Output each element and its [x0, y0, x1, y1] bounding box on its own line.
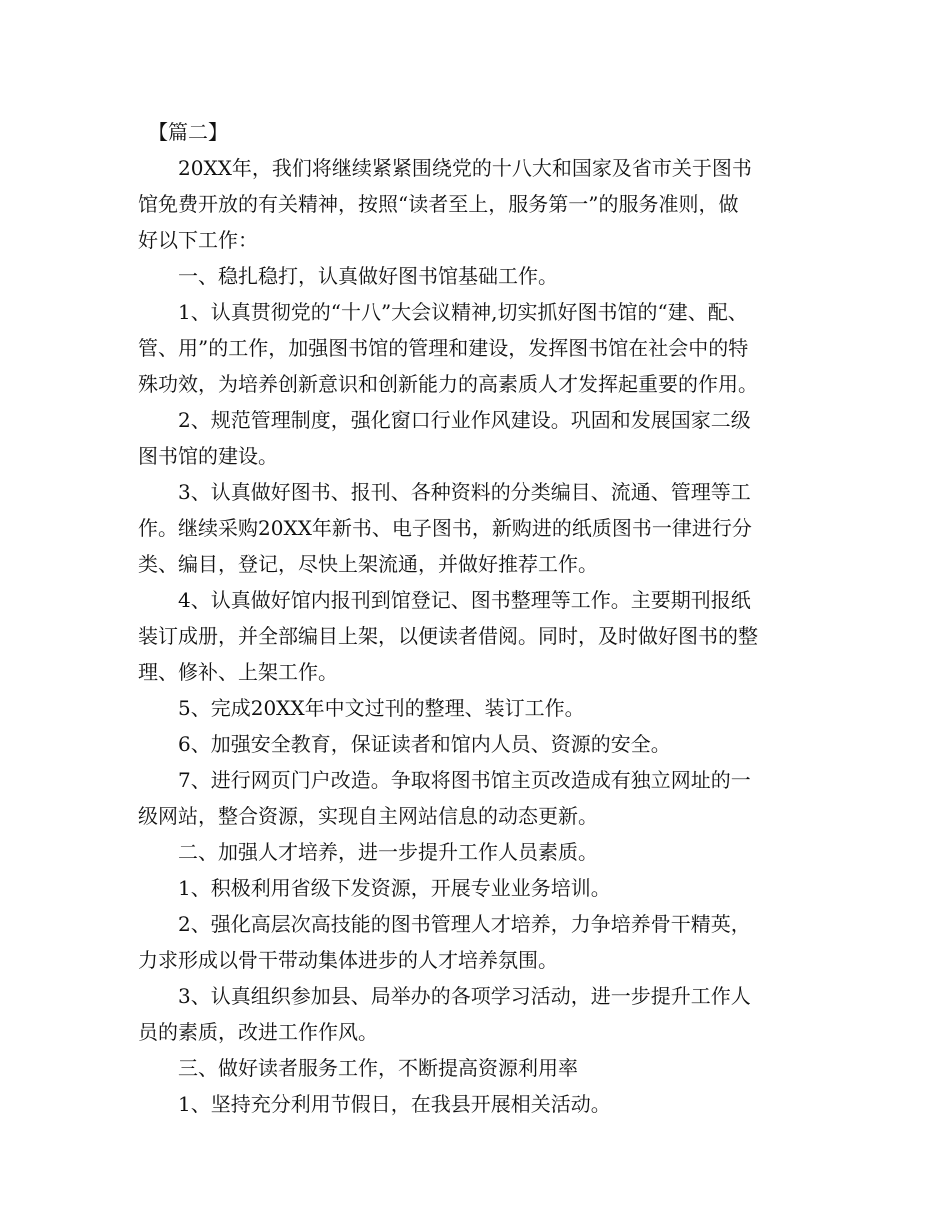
paragraph-line: 管、用”的工作，加强图书馆的管理和建设，发挥图书馆在社会中的特: [138, 336, 749, 360]
paragraph-line: 图书馆的建设。: [138, 444, 278, 468]
paragraph-line: 6、加强安全教育，保证读者和馆内人员、资源的安全。: [138, 732, 671, 756]
paragraph-line: 1、认真贯彻党的“十八”大会议精神,切实抓好图书馆的“建、配、: [138, 300, 748, 324]
paragraph-line: 员的素质，改进工作作风。: [138, 1020, 378, 1044]
paragraph-line: 类、编目，登记，尽快上架流通，并做好推荐工作。: [138, 552, 598, 576]
paragraph-line: 作。继续采购20XX年新书、电子图书，新购进的纸质图书一律进行分: [138, 516, 752, 540]
paragraph-line: 20XX年，我们将继续紧紧围绕党的十八大和国家及省市关于图书: [138, 156, 752, 180]
paragraph-line: 装订成册，并全部编目上架，以便读者借阅。同时，及时做好图书的整: [138, 624, 758, 648]
paragraph-line: 1、坚持充分利用节假日，在我县开展相关活动。: [138, 1092, 611, 1116]
document-body: [138, 114, 828, 1122]
paragraph-line: 力求形成以骨干带动集体进步的人才培养氛围。: [138, 948, 558, 972]
paragraph-line: 级网站，整合资源，实现自主网站信息的动态更新。: [138, 804, 598, 828]
paragraph-line: 馆免费开放的有关精神，按照“读者至上，服务第一”的服务准则，做: [138, 192, 739, 216]
paragraph-line: 2、强化高层次高技能的图书管理人才培养，力争培养骨干精英，: [138, 912, 751, 936]
subheading-line: 三、做好读者服务工作，不断提高资源利用率: [138, 1056, 578, 1080]
paragraph-line: 好以下工作：: [138, 228, 258, 252]
subheading-line: 二、加强人才培养，进一步提升工作人员素质。: [138, 840, 598, 864]
paragraph-line: 2、规范管理制度，强化窗口行业作风建设。巩固和发展国家二级: [138, 408, 751, 432]
paragraph-line: 3、认真组织参加县、局举办的各项学习活动，进一步提升工作人: [138, 984, 751, 1008]
section-heading: 【篇二】: [138, 120, 228, 144]
subheading-line: 一、稳扎稳打，认真做好图书馆基础工作。: [138, 264, 558, 288]
paragraph-line: 5、完成20XX年中文过刊的整理、装订工作。: [138, 696, 585, 720]
paragraph-line: 4、认真做好馆内报刊到馆登记、图书整理等工作。主要期刊报纸: [138, 588, 751, 612]
paragraph-line: 1、积极利用省级下发资源，开展专业业务培训。: [138, 876, 611, 900]
paragraph-line: 理、修补、上架工作。: [138, 660, 338, 684]
paragraph-line: 殊功效，为培养创新意识和创新能力的高素质人才发挥起重要的作用。: [138, 372, 758, 396]
paragraph-line: 3、认真做好图书、报刊、各种资料的分类编目、流通、管理等工: [138, 480, 751, 504]
paragraph-line: 7、进行网页门户改造。争取将图书馆主页改造成有独立网址的一: [138, 768, 751, 792]
